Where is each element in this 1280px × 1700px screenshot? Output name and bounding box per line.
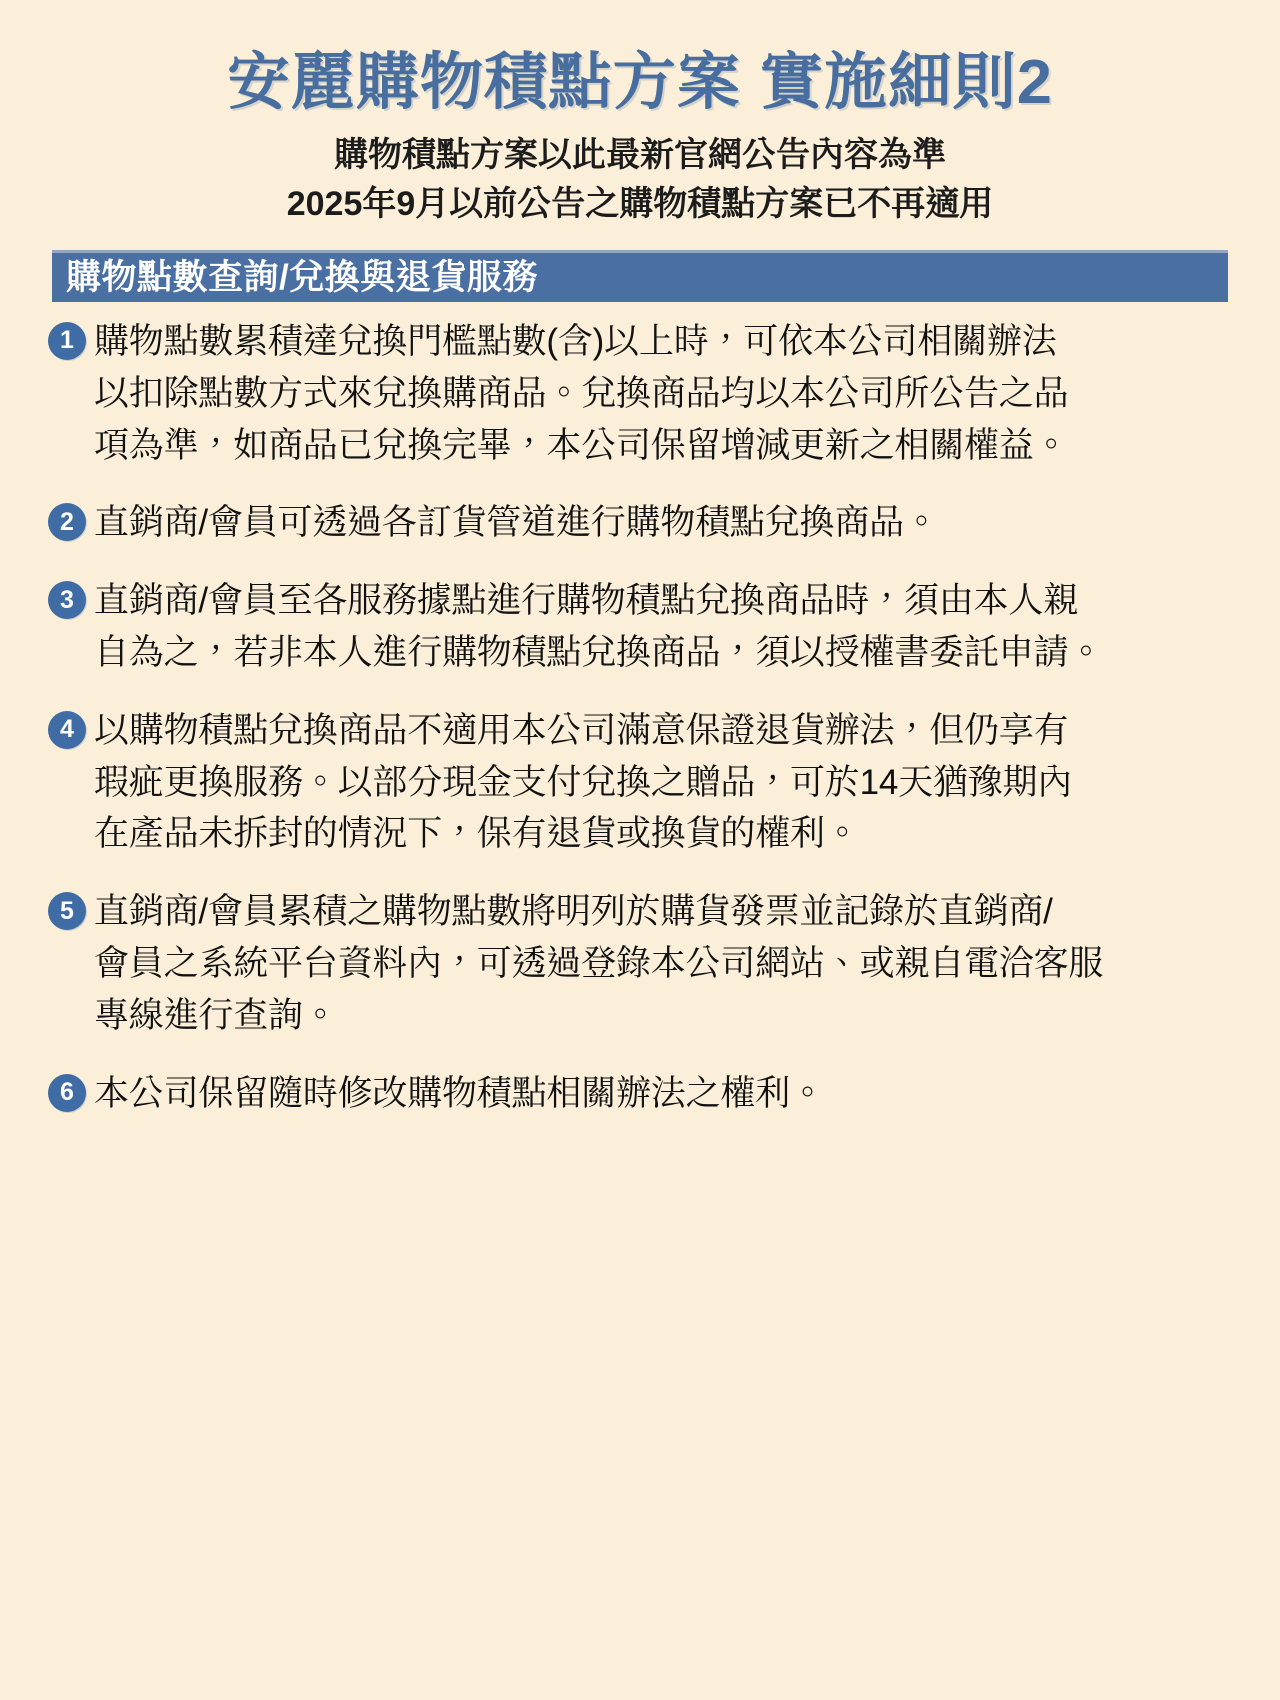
list-item [48, 1068, 1220, 1120]
terms-list [0, 302, 1280, 1119]
list-item-line: 購物點數累積達兌換門檻點數(含)以上時，可依本公司相關辦法 [94, 321, 1057, 361]
list-item-text [94, 886, 1220, 1041]
list-item-line: 本公司保留隨時修改購物積點相關辦法之權利。 [94, 1073, 825, 1113]
list-item-line: 在產品未拆封的情況下，保有退貨或換貨的權利。 [94, 814, 860, 854]
list-item-line: 會員之系統平台資料內，可透過登錄本公司網站、或親自電洽客服 [94, 943, 1104, 983]
list-item-number-badge: 6 [48, 1074, 86, 1112]
list-item-text [94, 497, 1220, 549]
poster-header [0, 0, 1280, 228]
list-item-line: 自為之，若非本人進行購物積點兌換商品，須以授權書委託申請。 [94, 632, 1104, 672]
page-title: 安麗購物積點方案 實施細則2 [227, 48, 1053, 117]
list-item-number-badge: 5 [48, 892, 86, 930]
list-item-line: 直銷商/會員累積之購物點數將明列於購貨發票並記錄於直銷商/ [94, 892, 1053, 932]
list-item-line: 瑕疵更換服務。以部分現金支付兌換之贈品，可於14天猶豫期內 [94, 762, 1073, 802]
subtitle-block [140, 131, 1140, 228]
list-item [48, 497, 1220, 549]
list-item-line: 直銷商/會員至各服務據點進行購物積點兌換商品時，須由本人親 [94, 581, 1078, 621]
list-item-line: 以購物積點兌換商品不適用本公司滿意保證退貨辦法，但仍享有 [94, 710, 1069, 750]
list-item-number-badge: 4 [48, 711, 86, 749]
section-title: 購物點數查詢/兌換與退貨服務 [66, 257, 538, 297]
list-item-number-badge: 2 [48, 503, 86, 541]
list-item-line: 直銷商/會員可透過各訂貨管道進行購物積點兌換商品。 [94, 503, 939, 543]
subtitle-line-1: 購物積點方案以此最新官網公告內容為準 [334, 136, 946, 175]
list-item-text [94, 705, 1220, 860]
list-item-text [94, 575, 1220, 679]
list-item-text [94, 1068, 1220, 1120]
list-item-line: 專線進行查詢。 [94, 995, 338, 1035]
list-item-line: 以扣除點數方式來兌換購商品。兌換商品均以本公司所公告之品 [94, 373, 1069, 413]
list-item [48, 575, 1220, 679]
list-item-number-badge: 3 [48, 581, 86, 619]
list-item-number-badge: 1 [48, 322, 86, 360]
list-item-line: 項為準，如商品已兌換完畢，本公司保留增減更新之相關權益。 [94, 425, 1069, 465]
section-header-bar [52, 250, 1228, 302]
list-item [48, 705, 1220, 860]
list-item-text [94, 316, 1220, 471]
subtitle-line-2: 2025年9月以前公告之購物積點方案已不再適用 [286, 184, 994, 223]
list-item [48, 886, 1220, 1041]
list-item [48, 316, 1220, 471]
